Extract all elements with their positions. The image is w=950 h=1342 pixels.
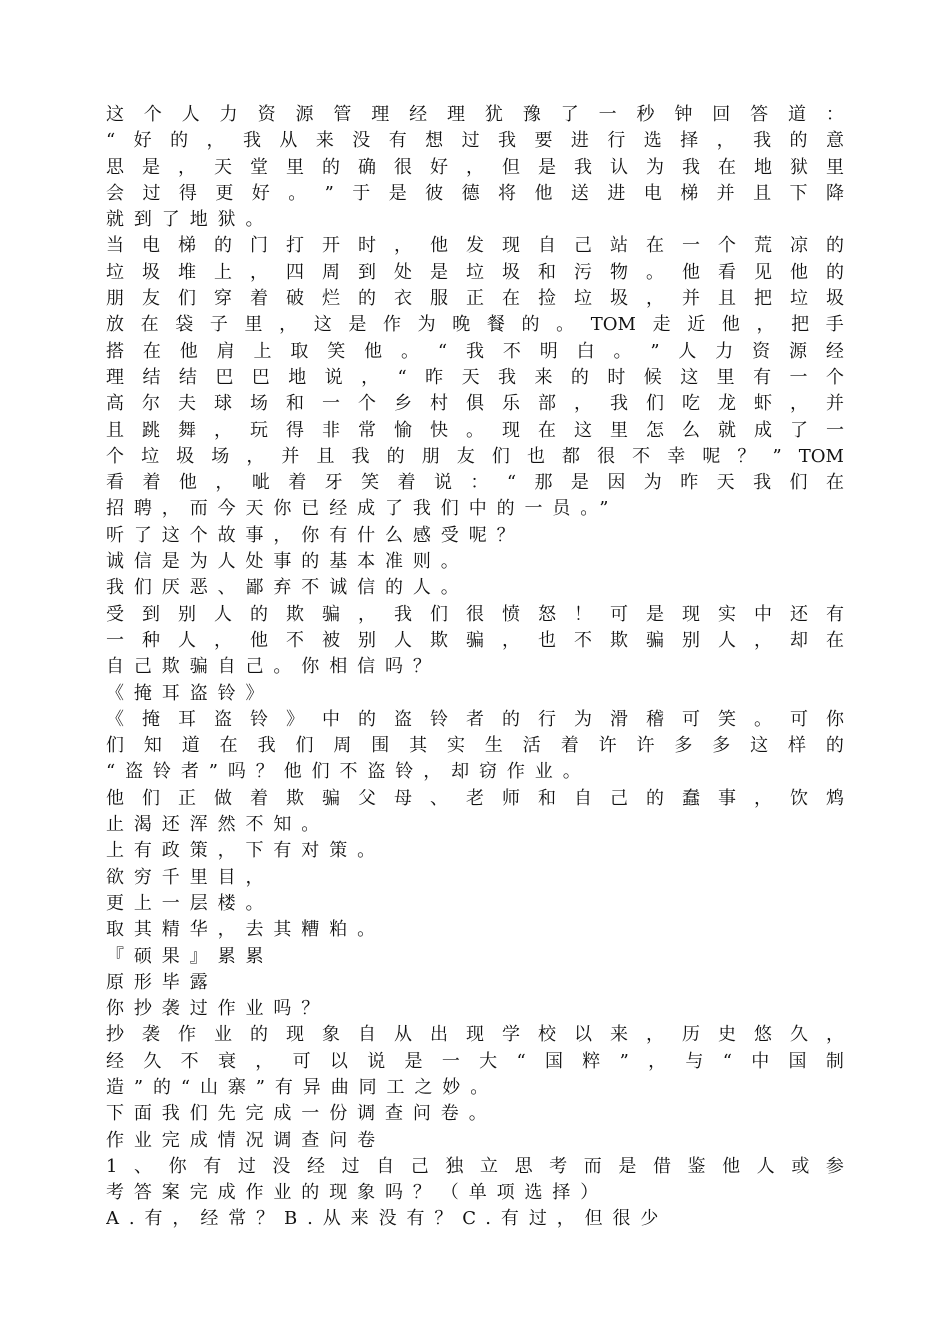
document-page bbox=[106, 102, 844, 1233]
text-line: 朋 友 们 穿 着 破 烂 的 衣 服 正 在 捡 垃 圾 ， 并 且 把 垃 圾 bbox=[106, 288, 844, 310]
text-line: 欲穷千里目， bbox=[106, 866, 274, 888]
text-line: 就到了地狱。 bbox=[106, 209, 274, 231]
text-line: “ 好 的 ， 我 从 来 没 有 想 过 我 要 进 行 选 择 ， 我 的 意 bbox=[106, 130, 844, 152]
text-line: 这 个 人 力 资 源 管 理 经 理 犹 豫 了 一 秒 钟 回 答 道 ： bbox=[106, 104, 844, 125]
text-line: 垃 圾 堆 上 ， 四 周 到 处 是 垃 圾 和 污 物 。 他 看 见 他 的 bbox=[106, 261, 844, 283]
text-line: 放 在 袋 子 里 ， 这 是 作 为 晚 餐 的 。 TOM 走 近 他 ， 把 手 bbox=[106, 314, 844, 336]
text-line: 当 电 梯 的 门 打 开 时 ， 他 发 现 自 己 站 在 一 个 荒 凉 的 bbox=[106, 235, 844, 257]
survey-options: A.有，经常？B.从来没有？C.有过，但很少 bbox=[106, 1208, 669, 1230]
text-line: 造”的“山寨”有异曲同工之妙。 bbox=[106, 1076, 499, 1098]
text-line: 一 种 人 ， 他 不 被 别 人 欺 骗 ， 也 不 欺 骗 别 人 ， 却 在 bbox=[106, 629, 844, 651]
text-line: 且 跳 舞 ， 玩 得 非 常 愉 快 。 现 在 这 里 怎 么 就 成 了 一 bbox=[106, 419, 844, 441]
text-line: 受 到 别 人 的 欺 骗 ， 我 们 很 愤 怒 ！ 可 是 现 实 中 还 有 bbox=[106, 603, 844, 625]
text-line: 理 结 结 巴 巴 地 说 ， “ 昨 天 我 来 的 时 候 这 里 有 一 个 bbox=[106, 366, 844, 388]
text-line: 上有政策，下有对策。 bbox=[106, 840, 385, 862]
survey-question: 考答案完成作业的现象吗？（单项选择） bbox=[106, 1182, 609, 1204]
text-line: 下面我们先完成一份调查问卷。 bbox=[106, 1103, 497, 1125]
text-line: 我们厌恶、鄙弃不诚信的人。 bbox=[106, 577, 469, 599]
text-line: 『硕果』累累 bbox=[106, 945, 274, 967]
text-line: 自己欺骗自己。你相信吗？ bbox=[106, 656, 441, 678]
text-line: 他 们 正 做 着 欺 骗 父 母 、 老 师 和 自 己 的 蠢 事 ， 饮 鸩 bbox=[106, 787, 844, 809]
text-line: 高 尔 夫 球 场 和 一 个 乡 村 俱 乐 部 ， 我 们 吃 龙 虾 ， 并 bbox=[106, 393, 844, 415]
text-line: 止渴还浑然不知。 bbox=[106, 814, 330, 836]
text-line: 更上一层楼。 bbox=[106, 892, 274, 914]
text-line: “盗铃者”吗？他们不盗铃，却窃作业。 bbox=[106, 761, 591, 783]
survey-title: 作业完成情况调查问卷 bbox=[106, 1129, 385, 1151]
text-line: 原形毕露 bbox=[106, 971, 218, 993]
text-line: 经 久 不 衰 ， 可 以 说 是 一 大 “ 国 粹 ” ， 与 “ 中 国 制 bbox=[106, 1050, 844, 1072]
text-line: 思 是 ， 天 堂 里 的 确 很 好 ， 但 是 我 认 为 我 在 地 狱 里 bbox=[106, 156, 844, 178]
text-line: 取其精华，去其糟粕。 bbox=[106, 919, 385, 941]
text-line: 听了这个故事，你有什么感受呢？ bbox=[106, 524, 525, 546]
text-line: 抄 袭 作 业 的 现 象 自 从 出 现 学 校 以 来 ， 历 史 悠 久 ， bbox=[106, 1024, 844, 1046]
text-line: 看 着 他 ， 呲 着 牙 笑 着 说 ： “ 那 是 因 为 昨 天 我 们 在 bbox=[106, 472, 844, 494]
text-line: 搭 在 他 肩 上 取 笑 他 。 “ 我 不 明 白 。 ” 人 力 资 源 经 bbox=[106, 340, 844, 362]
text-line: 会 过 得 更 好 。 ” 于 是 彼 德 将 他 送 进 电 梯 并 且 下 降 bbox=[106, 182, 844, 204]
text-line: 《 掩 耳 盗 铃 》 中 的 盗 铃 者 的 行 为 滑 稽 可 笑 。 可 你 bbox=[106, 708, 844, 730]
section-title: 《掩耳盗铃》 bbox=[106, 682, 274, 704]
text-line: 诚信是为人处事的基本准则。 bbox=[106, 551, 469, 573]
text-line: 招聘，而今天你已经成了我们中的一员。” bbox=[106, 498, 619, 520]
survey-question: 1 、 你 有 过 没 经 过 自 己 独 立 思 考 而 是 借 鉴 他 人 或 参 bbox=[106, 1155, 844, 1177]
text-line: 们 知 道 在 我 们 周 围 其 实 生 活 着 许 许 多 多 这 样 的 bbox=[106, 735, 844, 757]
text-line: 个 垃 圾 场 ， 并 且 我 的 朋 友 们 也 都 很 不 幸 呢 ？ ” TOM bbox=[106, 445, 844, 467]
text-line: 你抄袭过作业吗？ bbox=[106, 998, 330, 1020]
